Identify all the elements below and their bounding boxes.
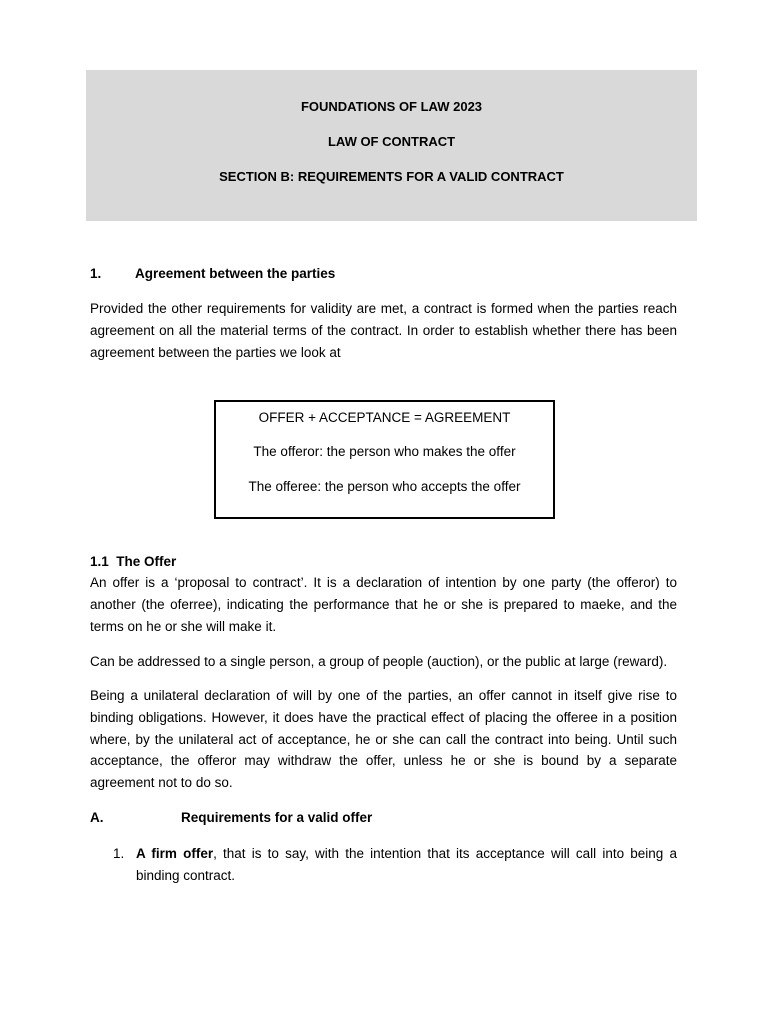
box-offeree-definition: The offeree: the person who accepts the offer [248,479,521,494]
subsection-letter: A. [90,810,104,825]
section-number: 1. [90,266,102,281]
offer-definition-paragraph: An offer is a ‘proposal to contract’. It is a declaration of intention by one party (the offeror) to another (the oferree), indicating the performance that he or she is prepared to maeke, and the terms on he or she will make it. [90,575,677,634]
unilateral-declaration-paragraph: Being a unilateral declaration of will by one of the parties, an offer cannot in itself give rise to binding obligations. However, it does have the practical effect of placing the offeree in a position where, by the unilateral act of acceptance, he or she can call the contract into being. Until such acceptance, the offeror may withdraw the offer, unless he or she is bound by a separate agreement not to do so. [90,688,677,791]
section-title: SECTION B: REQUIREMENTS FOR A VALID CONTRACT [219,169,564,184]
agreement-definition-box [214,400,555,519]
list-item-bold-term: A firm offer [136,846,214,861]
document-title: FOUNDATIONS OF LAW 2023 [300,99,483,114]
box-formula: OFFER + ACCEPTANCE = AGREEMENT [258,410,511,425]
offer-addressees-paragraph: Can be addressed to a single person, a group of people (auction), or the public at large (reward). [90,654,668,669]
list-item-text: , that is to say, with the intention that its acceptance will call into being a binding contract. [136,846,677,883]
list-item [136,843,677,887]
requirements-heading: Requirements for a valid offer [181,810,373,825]
section-heading: Agreement between the parties [135,266,336,281]
title-block [86,70,697,221]
subsection-heading: 1.1 The Offer [90,554,177,569]
box-offeror-definition: The offeror: the person who makes the offer [253,444,516,459]
document-subtitle: LAW OF CONTRACT [327,134,456,149]
intro-paragraph: Provided the other requirements for validity are met, a contract is formed when the parties reach agreement on all the material terms of the contract. In order to establish whether there has been agreement between the parties we look at [90,301,677,360]
list-item-number: 1. [113,846,125,861]
